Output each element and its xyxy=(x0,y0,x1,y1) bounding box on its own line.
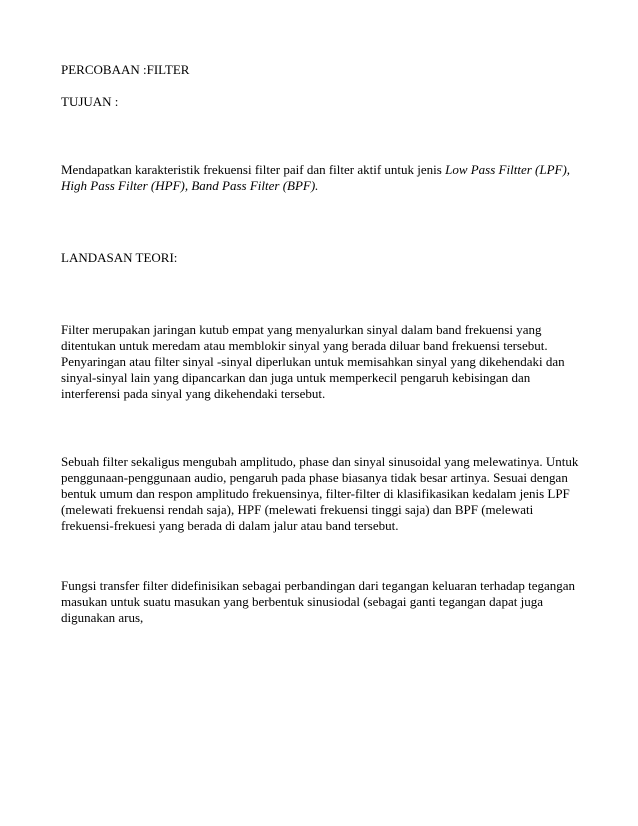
document-title: PERCOBAAN :FILTER xyxy=(61,62,190,77)
theory-paragraph-2: Sebuah filter sekaligus mengubah amplitudo, phase dan sinyal sinusoidal yang melewatinya. Untuk penggunaan-penggunaan audio, pengaruh pada phase biasanya tidak besar artinya. Sesuai dengan bentuk umum dan respon amplitudo frekuensinya, filter-filter di klasifikasikan kedalam jenis LPF (melewati frekuensi rendah saja), HPF (melewati frekuensi tinggi saja) dan BPF (melewati frekuensi-frekuesi yang berada di dalam jalur atau band tersebut. xyxy=(61,454,579,533)
objective-text-italic: Low Pass Filtter (LPF), High Pass Filter (HPF), Band Pass Filter (BPF). xyxy=(61,162,571,193)
theory-heading: LANDASAN TEORI: xyxy=(61,250,178,265)
objective-heading: TUJUAN : xyxy=(61,94,119,109)
objective-paragraph xyxy=(61,162,586,194)
theory-paragraph-1: Filter merupakan jaringan kutub empat yang menyalurkan sinyal dalam band frekuensi yang ditentukan untuk meredam atau memblokir sinyal yang berada diluar band frekuensi tersebut. Penyaringan atau filter sinyal -sinyal diperlukan untuk memisahkan sinyal yang dikehendaki dan sinyal-sinyal lain yang dipancarkan dan juga untuk memperkecil pengaruh kebisingan dan interferensi pada sinyal yang dikehendaki tersebut. xyxy=(61,322,565,401)
theory-paragraph-3: Fungsi transfer filter didefinisikan sebagai perbandingan dari tegangan keluaran terhadap tegangan masukan untuk suatu masukan yang berbentuk sinusiodal (sebagai ganti tegangan dapat juga digunakan arus, xyxy=(61,578,576,625)
objective-text-plain: Mendapatkan karakteristik frekuensi filter paif dan filter aktif untuk jenis xyxy=(61,162,446,177)
